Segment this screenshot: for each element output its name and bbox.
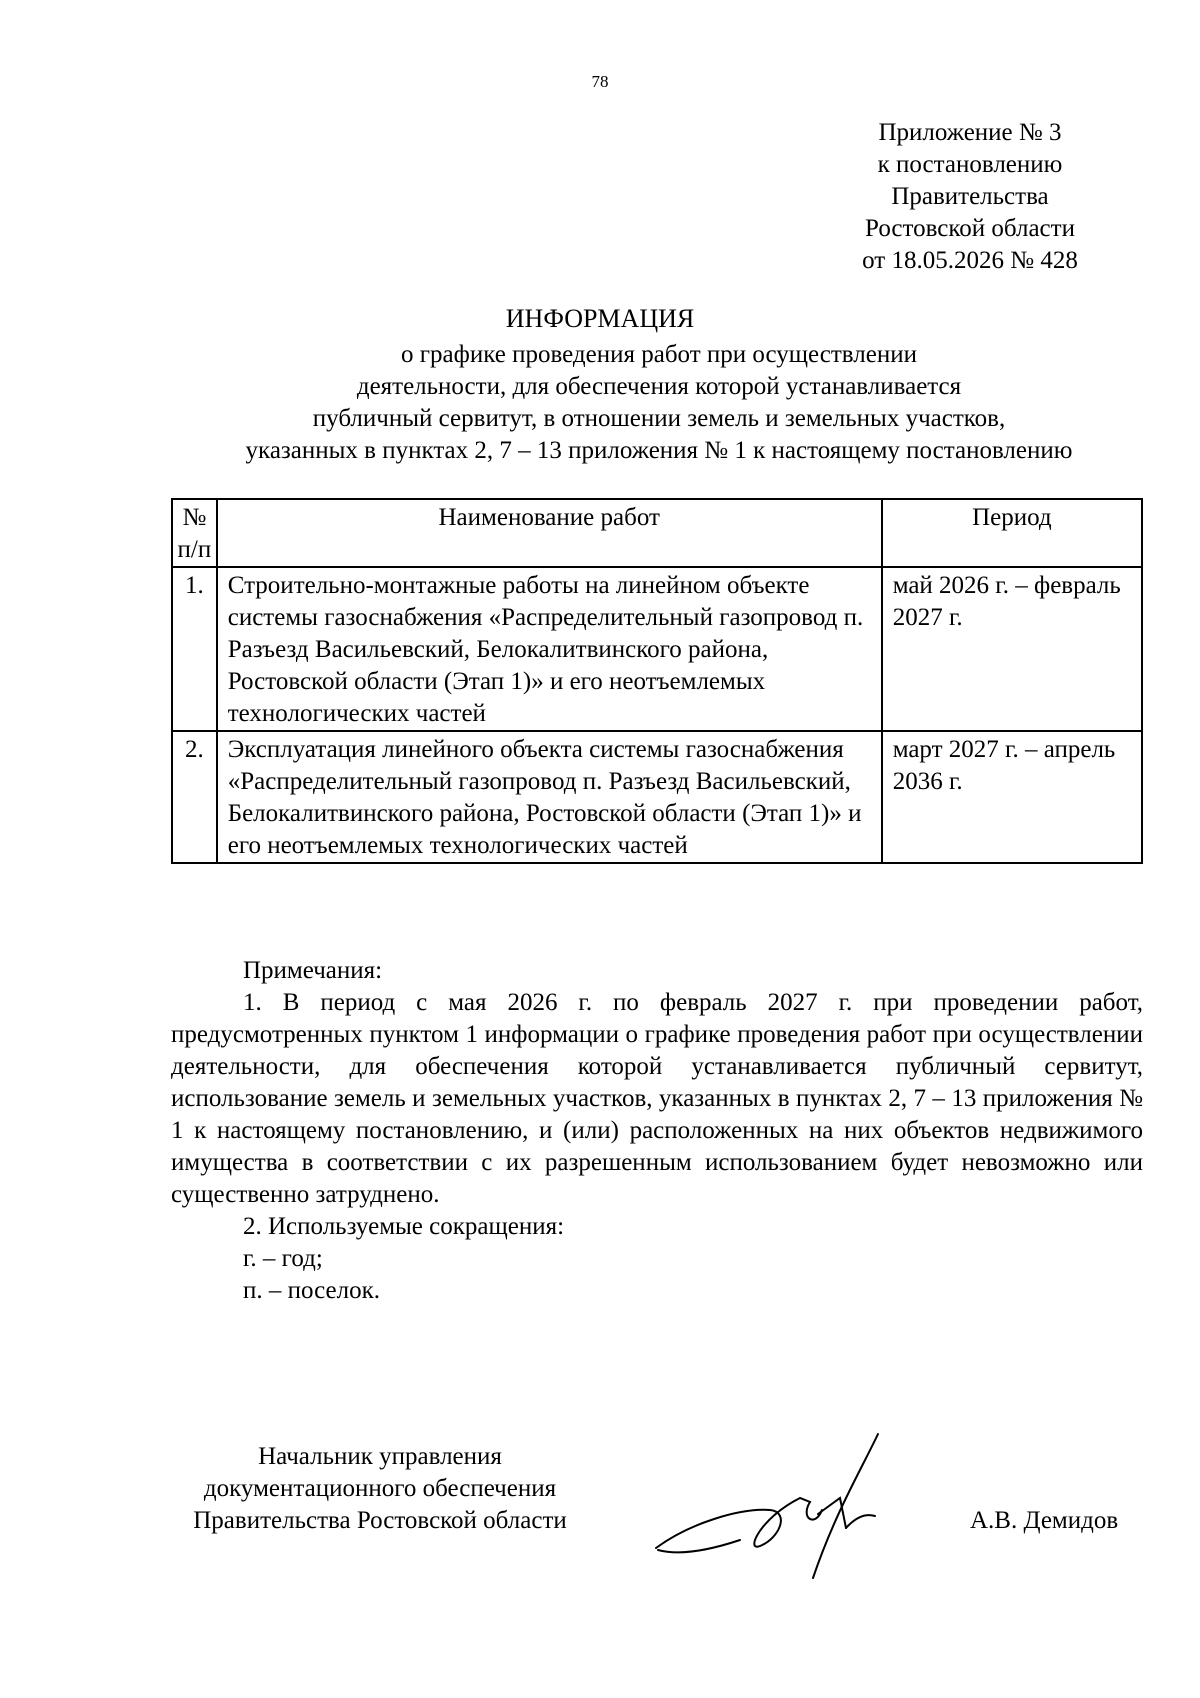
abbreviation-1: г. – год; [243,1245,323,1272]
appendix-line: Правительства [891,183,1049,210]
header-period: Период [882,499,1142,567]
signer-title-line: Правительства Ростовской области [193,1507,567,1534]
handwritten-signature [650,1428,910,1598]
appendix-line: Приложение № 3 [878,119,1062,146]
notes-section [171,955,1143,1307]
note-2: 2. Используемые сокращения: [243,1213,565,1240]
row-period: март 2027 г. – апрель 2036 г. [882,731,1142,863]
row-work-name: Строительно-монтажные работы на линейном объекте системы газоснабжения «Распределительный газопровод п. Разъезд Васильевский, Белокалитвинского района, Ростовской области (Этап 1)» и его неотъемлемых технологических частей [217,567,882,731]
subtitle-line: указанных в пунктах 2, 7 – 13 приложения № 1 к настоящему постановлению [245,437,1073,464]
row-number: 1. [172,567,217,731]
works-schedule-table [171,498,1143,864]
appendix-line: к постановлению [877,151,1063,178]
table-row [172,567,1142,731]
table-header-row [172,499,1142,567]
subtitle-line: публичный сервитут, в отношении земель и земельных участков, [312,405,1006,432]
row-number: 2. [172,731,217,863]
signer-title-line: документационного обеспечения [203,1475,557,1502]
signer-name: А.В. Демидов [970,1507,1119,1534]
table-row [172,731,1142,863]
subtitle-line: о графике проведения работ при осуществлении [401,341,917,368]
subtitle-line: деятельности, для обеспечения которой устанавливается [356,373,962,400]
row-period: май 2026 г. – февраль 2027 г. [882,567,1142,731]
document-subtitle [0,339,1200,467]
appendix-line: Ростовской области [865,215,1075,242]
header-work-name: Наименование работ [217,499,882,567]
appendix-header [820,117,1120,277]
page-number: 78 [591,72,609,91]
abbreviation-2: п. – поселок. [243,1277,380,1304]
header-number: № п/п [172,499,217,567]
signer-title-line: Начальник управления [258,1443,502,1470]
signer-title [160,1441,600,1537]
note-1: 1. В период с мая 2026 г. по февраль 2027 г. при проведении работ, предусмотренных пунктом 1 информации о графике проведения работ при осуществлении деятельности, для обеспечения которой устанавливается публичный сервитут, использование земель и земельных участков, указанных в пунктах 2, 7 – 13 приложения № 1 к настоящему постановлению, и (или) расположенных на них объектов недвижимого имущества в соответствии с их разрешенным использованием будет невозможно или существенно затруднено. [171,989,1143,1208]
document-title: ИНФОРМАЦИЯ [505,304,695,333]
notes-heading: Примечания: [243,957,383,984]
row-work-name: Эксплуатация линейного объекта системы газоснабжения «Распределительный газопровод п. Разъезд Васильевский, Белокалитвинского района, Ростовской области (Этап 1)» и его неотъемлемых технологических частей [217,731,882,863]
appendix-line: от 18.05.2026 № 428 [862,247,1078,274]
